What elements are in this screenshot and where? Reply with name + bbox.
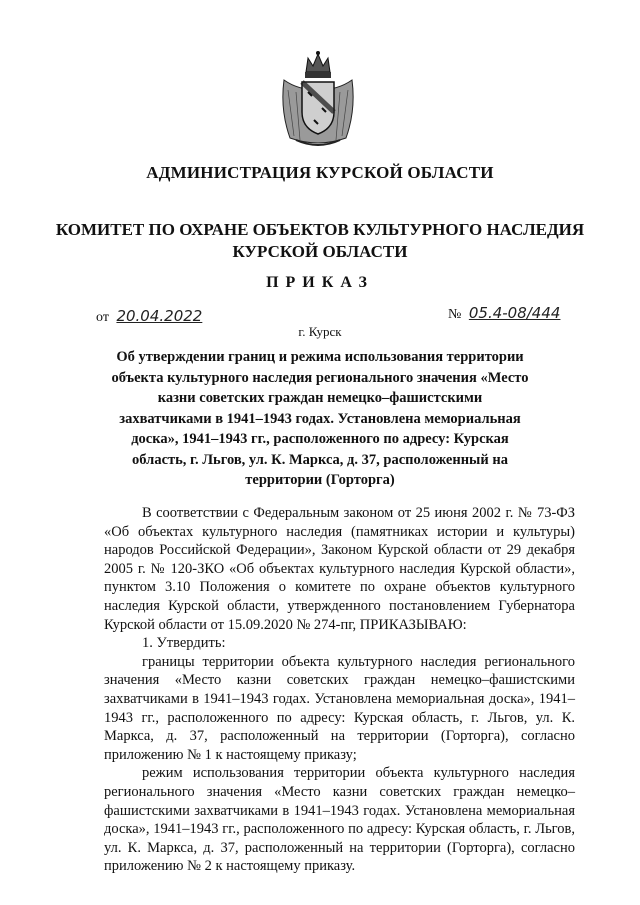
date-prefix: от	[96, 310, 109, 325]
boundaries-paragraph: границы территории объекта культурного наследия регионального значения «Место казни советских граждан немецко–фашистскими захватчиками в 1941–1943 годах. Установлена мемориальная доска», 1941–1943 гг., расположенного по адресу: Курская область, г. Льгов, ул. К. Маркса, д. 37, расположенный на территории (Горторга), согласно приложению № 1 к настоящему приказу;	[104, 653, 575, 763]
usage-regime-paragraph: режим использования территории объекта культурного наследия регионального значения «Место казни советских граждан немецко–фашистскими захватчиками в 1941–1943 годах. Установлена мемориальная доска», 1941–1943 гг., расположенного по адресу: Курская область, г. Льгов, ул. К. Маркса, д. 37, расположенный на территории (Горторга), согласно приложению № 2 к настоящему приказу.	[104, 765, 575, 875]
administration-heading: АДМИНИСТРАЦИЯ КУРСКОЙ ОБЛАСТИ	[146, 163, 494, 182]
number-row	[448, 304, 560, 323]
item-1: 1. Утвердить:	[142, 635, 226, 652]
document-body	[104, 504, 575, 876]
coat-of-arms-icon	[278, 50, 358, 150]
document-type: ПРИКАЗ	[266, 274, 374, 291]
committee-heading-line1: КОМИТЕТ ПО ОХРАНЕ ОБЪЕКТОВ КУЛЬТУРНОГО НАСЛЕДИЯ	[55, 220, 585, 239]
committee-heading-line2: КУРСКОЙ ОБЛАСТИ	[232, 242, 408, 261]
number-prefix: №	[448, 307, 462, 322]
committee-heading	[0, 219, 640, 263]
city: г. Курск	[298, 324, 342, 339]
preamble-paragraph: В соответствии с Федеральным законом от 25 июня 2002 г. № 73-ФЗ «Об объектах культурного наследия (памятниках истории и культуры) народов Российской Федерации», Законом Курской области от 29 декабря 2005 г. № 120-ЗКО «Об объектах культурного наследия Курской области», пунктом 3.10 Положения о комитете по охране объектов культурного наследия Курской области, утвержденного постановлением Губернатора Курской области от 15.09.2020 № 274-пг, ПРИКАЗЫВАЮ:	[104, 505, 575, 633]
number-value: 05.4-08/444	[468, 304, 561, 322]
date-value: 20.04.2022	[116, 307, 203, 325]
document-title: Об утверждении границ и режима использования территории объекта культурного наследия регионального значения «Место казни советских граждан немецко–фашистскими захватчиками в 1941–1943 годах. Установлена мемориальная доска», 1941–1943 гг., расположенного по адресу: Курская область, г. Льгов, ул. К. Маркса, д. 37, расположенный на территории (Горторга)	[111, 349, 529, 488]
